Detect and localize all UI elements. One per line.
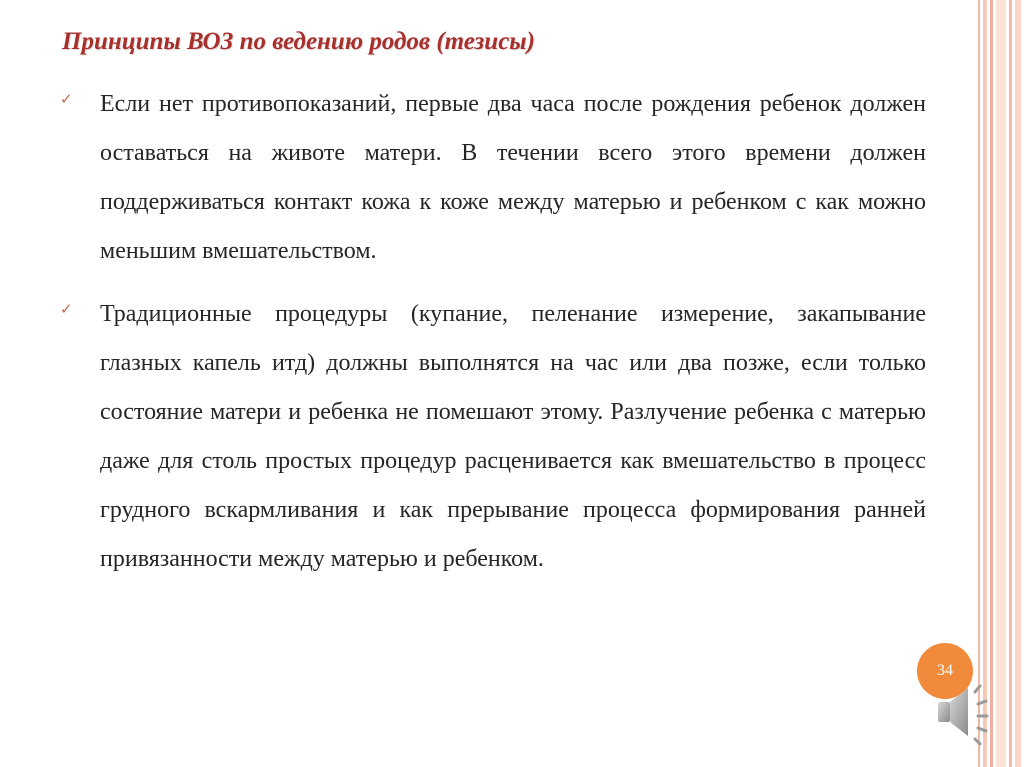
bullet-item bbox=[60, 80, 926, 276]
bullet-list bbox=[60, 80, 926, 598]
checkmark-icon: ✓ bbox=[60, 90, 73, 108]
stripe bbox=[1009, 0, 1012, 767]
decorative-stripes bbox=[976, 0, 1024, 767]
stripe bbox=[1015, 0, 1021, 767]
bullet-item bbox=[60, 290, 926, 584]
stripe bbox=[983, 0, 987, 767]
stripe bbox=[978, 0, 980, 767]
checkmark-icon: ✓ bbox=[60, 300, 73, 318]
stripe bbox=[996, 0, 1006, 767]
bullet-text: Традиционные процедуры (купание, пеленание измерение, закапывание глазных капель итд) должны выполнятся на час или два позже, если только состояние матери и ребенка не помешают этому. Разлучение ребенка с матерью даже для столь простых процедур расценивается как вмешательство в процесс грудного вскармливания и как прерывание процесса формирования ранней привязанности между матерью и ребенком. bbox=[100, 301, 926, 572]
bullet-text: Если нет противопоказаний, первые два часа после рождения ребенок должен оставаться на животе матери. В течении всего этого времени должен поддерживаться контакт кожа к коже между матерью и ребенком с как можно меньшим вмешательством. bbox=[100, 91, 926, 264]
page-number: 34 bbox=[937, 662, 953, 679]
stripe bbox=[990, 0, 993, 767]
slide-title: Принципы ВОЗ по ведению родов (тезисы) bbox=[62, 28, 535, 55]
speaker-icon[interactable] bbox=[930, 676, 1000, 746]
